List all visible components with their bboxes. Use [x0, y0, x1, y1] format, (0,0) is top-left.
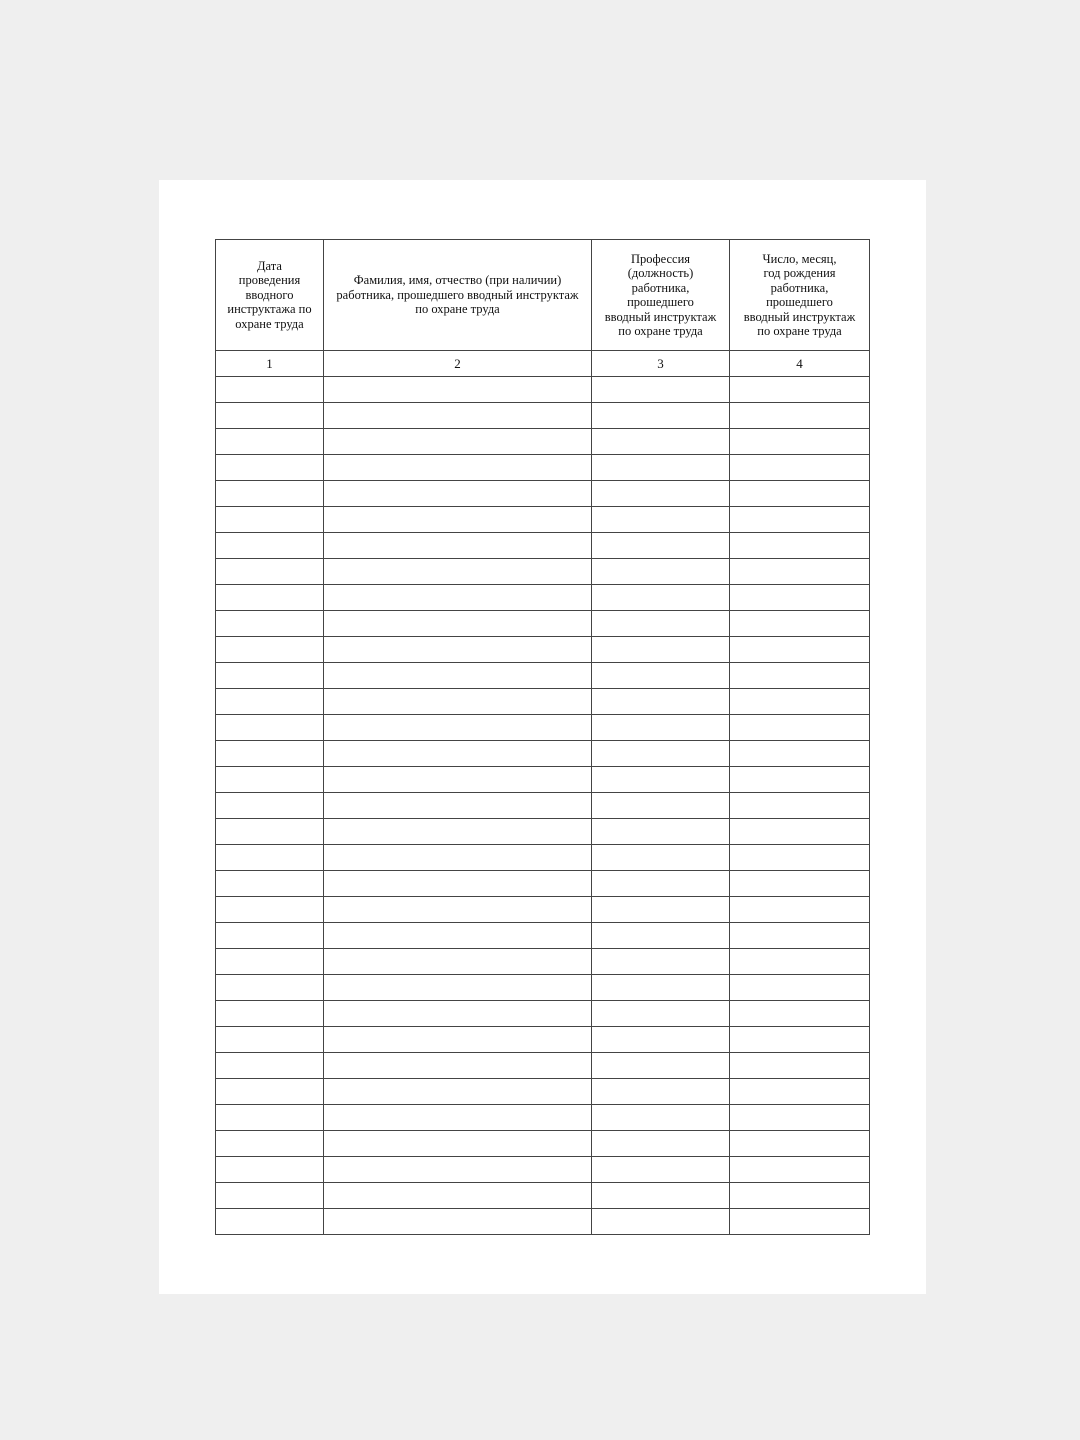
- document-page: [159, 180, 926, 1294]
- table-row: [216, 897, 870, 923]
- table-cell[interactable]: [216, 507, 324, 533]
- table-cell[interactable]: [730, 533, 870, 559]
- table-cell[interactable]: [324, 663, 592, 689]
- table-cell[interactable]: [324, 715, 592, 741]
- column-number: 1: [216, 351, 324, 377]
- table-cell[interactable]: [730, 897, 870, 923]
- table-cell[interactable]: [324, 1053, 592, 1079]
- table-row: [216, 767, 870, 793]
- table-cell[interactable]: [730, 949, 870, 975]
- table-cell[interactable]: [324, 871, 592, 897]
- table-cell[interactable]: [592, 637, 730, 663]
- table-row: [216, 741, 870, 767]
- table-cell[interactable]: [324, 507, 592, 533]
- table-cell[interactable]: [324, 819, 592, 845]
- table-row: [216, 1183, 870, 1209]
- table-body: [216, 377, 870, 1235]
- table-cell[interactable]: [324, 975, 592, 1001]
- table-cell[interactable]: [216, 923, 324, 949]
- table-cell[interactable]: [730, 1001, 870, 1027]
- table-cell[interactable]: [216, 585, 324, 611]
- table-cell[interactable]: [216, 1157, 324, 1183]
- table-cell[interactable]: [592, 741, 730, 767]
- table-row: [216, 715, 870, 741]
- table-row: [216, 455, 870, 481]
- table-cell[interactable]: [324, 793, 592, 819]
- table-cell[interactable]: [592, 377, 730, 403]
- table-row: [216, 611, 870, 637]
- table-cell[interactable]: [592, 923, 730, 949]
- table-cell[interactable]: [324, 377, 592, 403]
- table-cell[interactable]: [216, 1209, 324, 1235]
- table-cell[interactable]: [324, 455, 592, 481]
- table-row: [216, 1131, 870, 1157]
- column-number: 3: [592, 351, 730, 377]
- table-cell[interactable]: [216, 559, 324, 585]
- table-cell[interactable]: [592, 585, 730, 611]
- table-cell[interactable]: [324, 923, 592, 949]
- table-cell[interactable]: [730, 1183, 870, 1209]
- header-full-name: Фамилия, имя, отчество (при наличии) работника, прошедшего вводный инструктаж по охране труда: [324, 240, 592, 351]
- table-cell[interactable]: [730, 767, 870, 793]
- induction-journal-table: [215, 239, 870, 1235]
- table-cell[interactable]: [592, 611, 730, 637]
- table-cell[interactable]: [730, 429, 870, 455]
- table-cell[interactable]: [216, 845, 324, 871]
- table-cell[interactable]: [324, 1131, 592, 1157]
- table-cell[interactable]: [216, 767, 324, 793]
- table-cell[interactable]: [216, 689, 324, 715]
- table-cell[interactable]: [592, 1079, 730, 1105]
- table-cell[interactable]: [324, 845, 592, 871]
- table-cell[interactable]: [730, 481, 870, 507]
- table-cell[interactable]: [730, 871, 870, 897]
- table-cell[interactable]: [324, 949, 592, 975]
- table-cell[interactable]: [592, 663, 730, 689]
- table-row: [216, 637, 870, 663]
- table-row: [216, 975, 870, 1001]
- table-row: [216, 871, 870, 897]
- table-row: [216, 845, 870, 871]
- table-cell[interactable]: [592, 429, 730, 455]
- table-cell[interactable]: [730, 819, 870, 845]
- table-cell[interactable]: [216, 741, 324, 767]
- table-cell[interactable]: [216, 1001, 324, 1027]
- table-cell[interactable]: [730, 845, 870, 871]
- table-cell[interactable]: [324, 481, 592, 507]
- table-cell[interactable]: [730, 1105, 870, 1131]
- table-cell[interactable]: [730, 975, 870, 1001]
- table-row: [216, 559, 870, 585]
- table-row: [216, 481, 870, 507]
- table-cell[interactable]: [592, 1183, 730, 1209]
- table-cell[interactable]: [216, 949, 324, 975]
- table-cell[interactable]: [216, 429, 324, 455]
- table-row: [216, 819, 870, 845]
- table-cell[interactable]: [592, 403, 730, 429]
- table-cell[interactable]: [216, 663, 324, 689]
- header-date: Дата проведения вводного инструктажа по охране труда: [216, 240, 324, 351]
- table-cell[interactable]: [216, 1183, 324, 1209]
- table-cell[interactable]: [216, 1027, 324, 1053]
- table-cell[interactable]: [216, 715, 324, 741]
- table-cell[interactable]: [730, 1157, 870, 1183]
- table-cell[interactable]: [592, 507, 730, 533]
- table-row: [216, 793, 870, 819]
- table-cell[interactable]: [216, 611, 324, 637]
- table-row: [216, 403, 870, 429]
- table-cell[interactable]: [216, 819, 324, 845]
- table-cell[interactable]: [592, 715, 730, 741]
- table-cell[interactable]: [592, 949, 730, 975]
- table-cell[interactable]: [216, 377, 324, 403]
- table-cell[interactable]: [324, 1105, 592, 1131]
- table-cell[interactable]: [324, 1209, 592, 1235]
- table-cell[interactable]: [592, 975, 730, 1001]
- table-row: [216, 585, 870, 611]
- table-cell[interactable]: [592, 1157, 730, 1183]
- table-cell[interactable]: [324, 767, 592, 793]
- table-cell[interactable]: [324, 637, 592, 663]
- table-cell[interactable]: [324, 1157, 592, 1183]
- table-cell[interactable]: [730, 637, 870, 663]
- table-row: [216, 1079, 870, 1105]
- table-row: [216, 377, 870, 403]
- table-cell[interactable]: [216, 1131, 324, 1157]
- table-cell[interactable]: [730, 689, 870, 715]
- table-cell[interactable]: [730, 377, 870, 403]
- table-cell[interactable]: [592, 559, 730, 585]
- table-cell[interactable]: [216, 481, 324, 507]
- table-cell[interactable]: [592, 533, 730, 559]
- table-cell[interactable]: [324, 741, 592, 767]
- table-cell[interactable]: [730, 923, 870, 949]
- table-cell[interactable]: [730, 611, 870, 637]
- table-cell[interactable]: [216, 533, 324, 559]
- table-cell[interactable]: [592, 767, 730, 793]
- table-cell[interactable]: [216, 793, 324, 819]
- table-cell[interactable]: [324, 533, 592, 559]
- table-row: [216, 1209, 870, 1235]
- header-birth-date: Число, месяц, год рождения работника, прошедшего вводный инструктаж по охране труда: [730, 240, 870, 351]
- table-cell[interactable]: [216, 637, 324, 663]
- table-row: [216, 1027, 870, 1053]
- table-cell[interactable]: [592, 1105, 730, 1131]
- table-row: [216, 923, 870, 949]
- table-cell[interactable]: [592, 455, 730, 481]
- table-cell[interactable]: [730, 663, 870, 689]
- table-cell[interactable]: [592, 845, 730, 871]
- header-profession: Профессия (должность) работника, прошедшего вводный инструктаж по охране труда: [592, 240, 730, 351]
- table-cell[interactable]: [324, 897, 592, 923]
- table-cell[interactable]: [730, 715, 870, 741]
- table-cell[interactable]: [730, 507, 870, 533]
- table-row: [216, 1105, 870, 1131]
- table-cell[interactable]: [324, 559, 592, 585]
- table-cell[interactable]: [592, 793, 730, 819]
- table-cell[interactable]: [216, 871, 324, 897]
- table-cell[interactable]: [324, 1079, 592, 1105]
- table-row: [216, 1157, 870, 1183]
- table-row: [216, 663, 870, 689]
- table-cell[interactable]: [592, 1001, 730, 1027]
- table-cell[interactable]: [216, 455, 324, 481]
- table-cell[interactable]: [730, 1079, 870, 1105]
- table-cell[interactable]: [324, 1001, 592, 1027]
- table-cell[interactable]: [592, 819, 730, 845]
- table-cell[interactable]: [592, 1027, 730, 1053]
- table-cell[interactable]: [730, 403, 870, 429]
- column-number-row: [216, 351, 870, 377]
- table-row: [216, 533, 870, 559]
- table-cell[interactable]: [730, 1209, 870, 1235]
- table-cell[interactable]: [592, 1053, 730, 1079]
- table-cell[interactable]: [216, 975, 324, 1001]
- table-cell[interactable]: [216, 403, 324, 429]
- table-cell[interactable]: [592, 689, 730, 715]
- table-cell[interactable]: [730, 793, 870, 819]
- table-row: [216, 1001, 870, 1027]
- table-row: [216, 949, 870, 975]
- table-cell[interactable]: [324, 611, 592, 637]
- table-cell[interactable]: [730, 585, 870, 611]
- table-cell[interactable]: [592, 1209, 730, 1235]
- table-cell[interactable]: [592, 871, 730, 897]
- table-cell[interactable]: [730, 741, 870, 767]
- table-row: [216, 507, 870, 533]
- column-number: 2: [324, 351, 592, 377]
- table-cell[interactable]: [324, 403, 592, 429]
- table-cell[interactable]: [324, 429, 592, 455]
- table-cell[interactable]: [730, 1131, 870, 1157]
- table-cell[interactable]: [730, 1053, 870, 1079]
- table-cell[interactable]: [216, 897, 324, 923]
- table-cell[interactable]: [324, 689, 592, 715]
- table-cell[interactable]: [216, 1105, 324, 1131]
- table-cell[interactable]: [216, 1079, 324, 1105]
- table-row: [216, 1053, 870, 1079]
- table-cell[interactable]: [592, 481, 730, 507]
- table-cell[interactable]: [730, 455, 870, 481]
- header-row: [216, 240, 870, 351]
- table-cell[interactable]: [324, 1183, 592, 1209]
- table-cell[interactable]: [324, 585, 592, 611]
- table-cell[interactable]: [592, 897, 730, 923]
- table-cell[interactable]: [730, 1027, 870, 1053]
- table-cell[interactable]: [592, 1131, 730, 1157]
- table-row: [216, 689, 870, 715]
- table-cell[interactable]: [216, 1053, 324, 1079]
- column-number: 4: [730, 351, 870, 377]
- table-cell[interactable]: [324, 1027, 592, 1053]
- table-row: [216, 429, 870, 455]
- table-cell[interactable]: [730, 559, 870, 585]
